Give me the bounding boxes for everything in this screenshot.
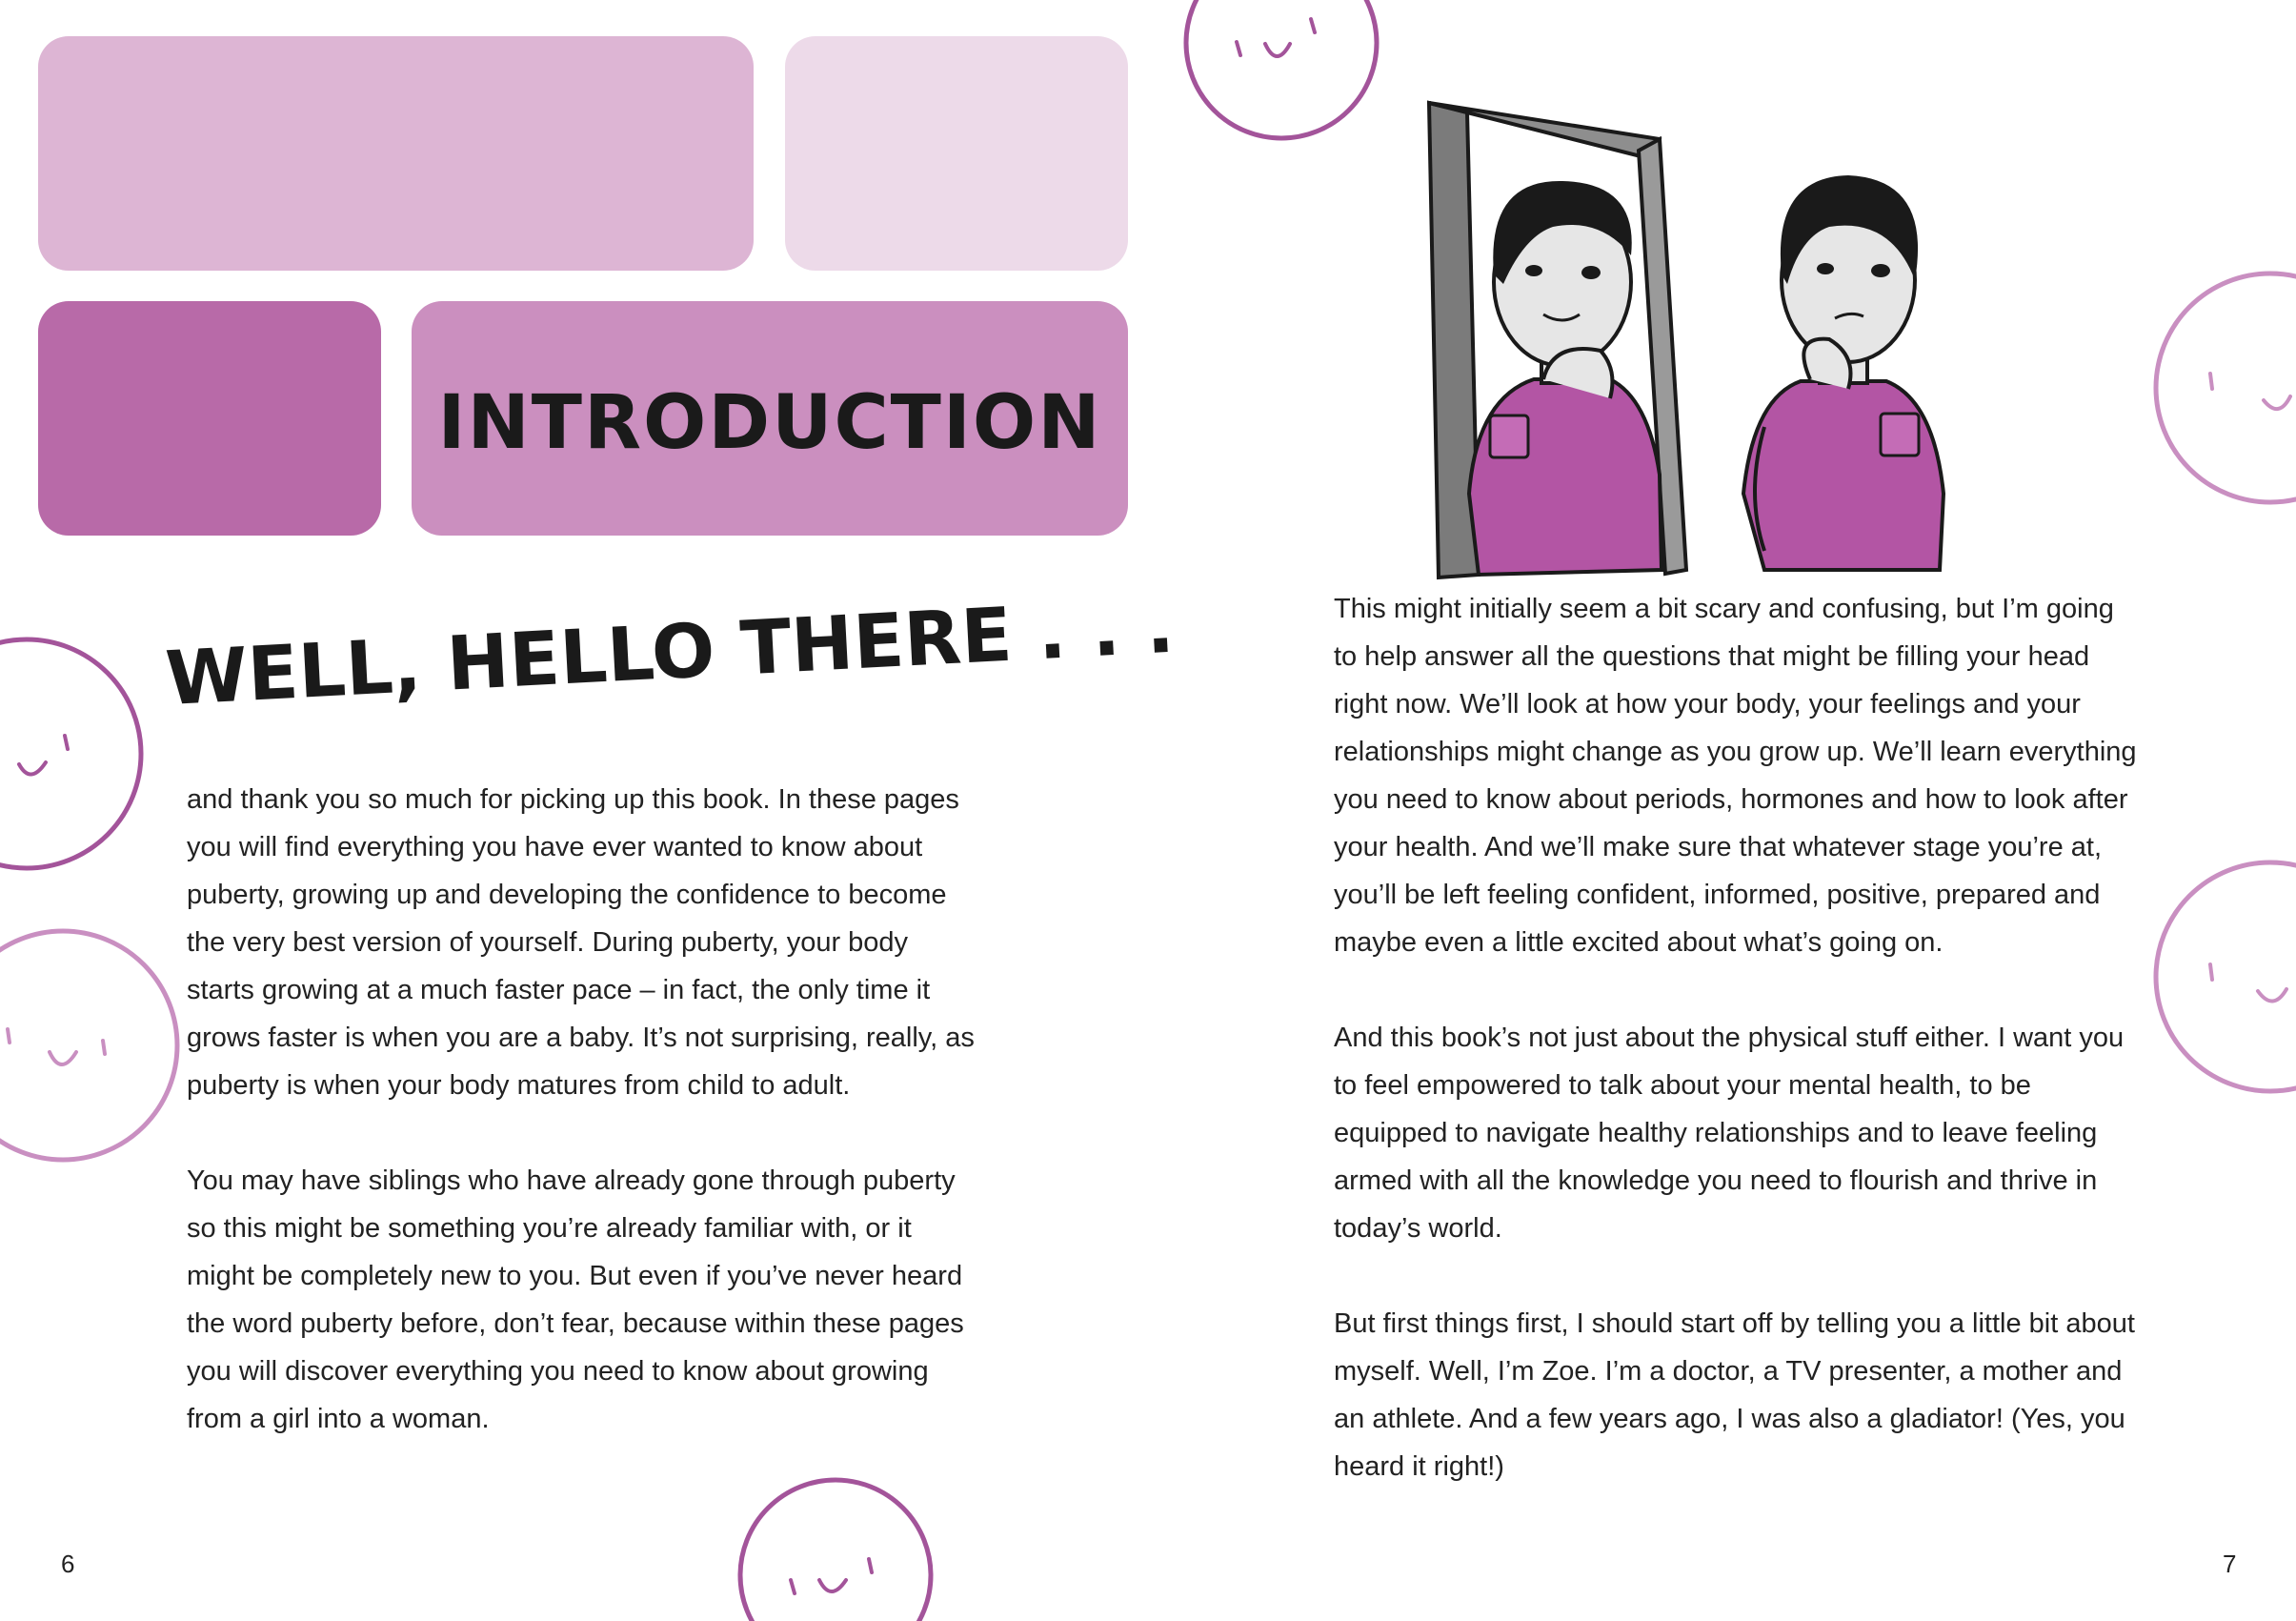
paragraph: This might initially seem a bit scary and confusing, but I’m going to help answer all the questions that might be filling your head right now. We’ll look at how your body, your feelings and your relationships might change as you grow up. We’ll learn everything you need to know about periods, hormones and how to look after your health. And we’ll make sure that whatever stage you’re at, you’ll be left feeling confident, informed, positive, prepared and maybe even a little excited about what’s going on.: [1334, 594, 2137, 958]
smiley-face-icon: [1181, 0, 1381, 143]
page-title: INTRODUCTION: [437, 380, 1102, 466]
smiley-face-icon: [0, 924, 181, 1166]
page-number-left: 6: [61, 1550, 75, 1578]
smiley-face-icon: [2151, 269, 2296, 507]
girl-at-mirror-illustration: [1410, 93, 2001, 581]
left-body-text: [187, 776, 977, 1490]
smiley-face-icon: [2151, 858, 2296, 1096]
smiley-face-icon: [735, 1475, 936, 1621]
paragraph: And this book’s not just about the physical stuff either. I want you to feel empowered to talk about your mental health, to be equipped to navigate healthy relationships and to leave feeling armed with all the knowledge you need to flourish and thrive in today’s world.: [1334, 1023, 2125, 1244]
color-block-top-right: [785, 36, 1128, 271]
paragraph: But first things first, I should start off by telling you a little bit about myself. Well, I’m Zoe. I’m a doctor, a TV presenter, a mother and an athlete. And a few years ago, I was also a gladiator! (Yes, you heard it right!): [1334, 1308, 2135, 1482]
color-block-bottom-left: [38, 301, 381, 536]
paragraph: You may have siblings who have already gone through puberty so this might be something you’re already familiar with, or it might be completely new to you. But even if you’ve never heard the word puberty before, don’t fear, because within these pages you will discover everything you need to know about growing from a girl into a woman.: [187, 1165, 964, 1434]
page-number-right: 7: [2223, 1550, 2237, 1578]
color-block-top-left: [38, 36, 754, 271]
smiley-face-icon: [0, 633, 147, 875]
paragraph: and thank you so much for picking up this book. In these pages you will find everything you have ever wanted to know about puberty, growing up and developing the confidence to become the very best version of yourself. During puberty, your body starts growing at a much faster pace – in fact, the only time it grows faster is when you are a baby. It’s not surprising, really, as puberty is when your body matures from child to adult.: [187, 784, 975, 1101]
right-body-text: [1334, 585, 2144, 1538]
headline: WELL, HELLO THERE . . .: [163, 583, 1177, 723]
